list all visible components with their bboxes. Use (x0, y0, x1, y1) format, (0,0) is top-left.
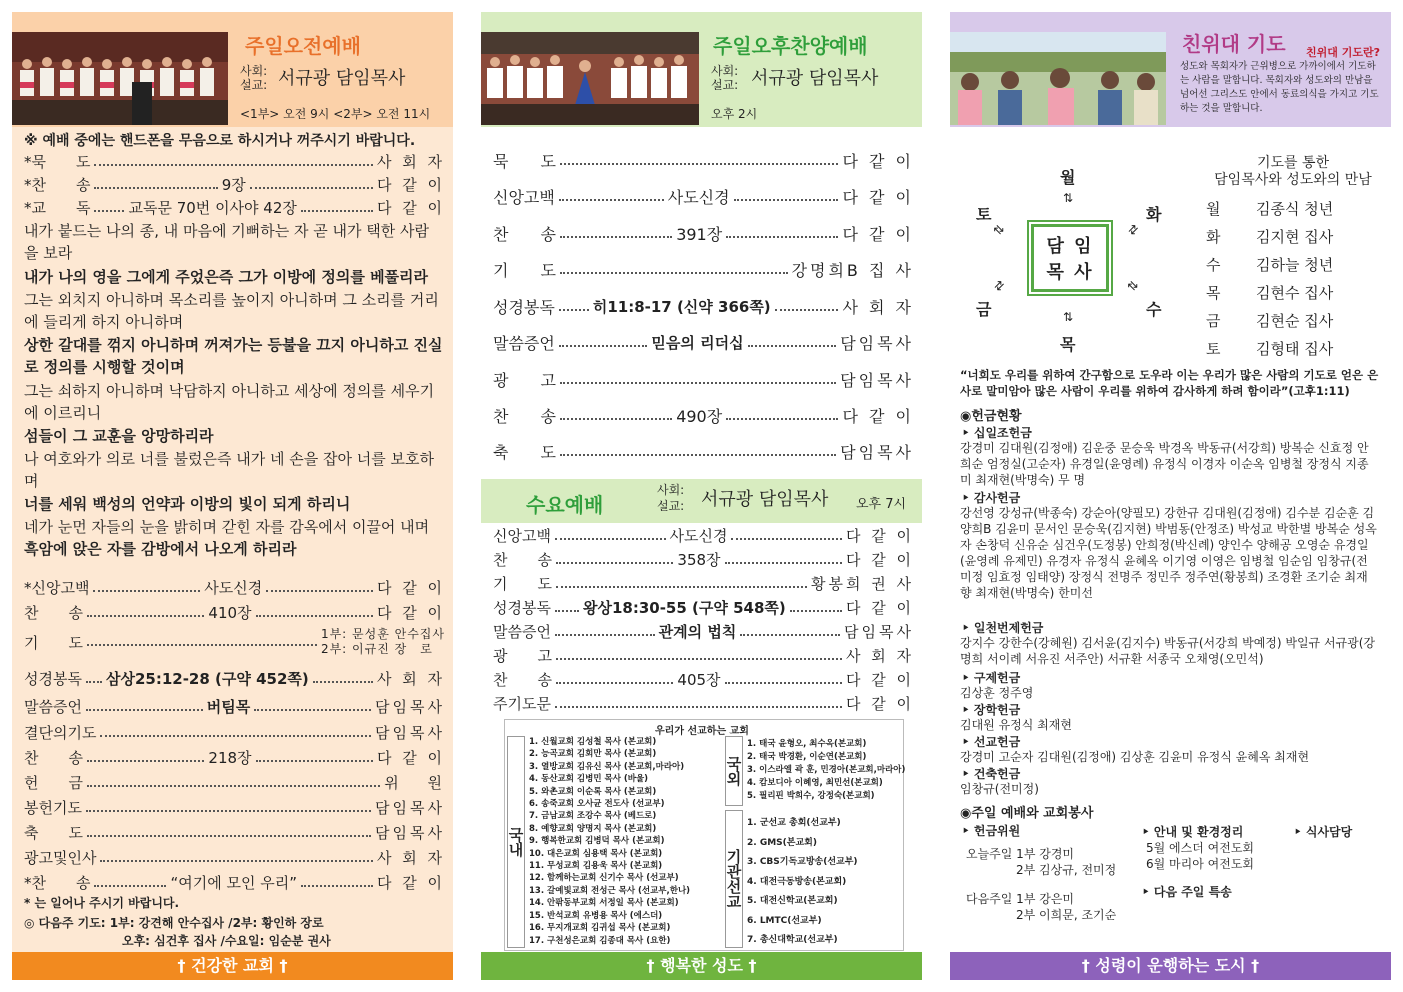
morning-header (12, 12, 453, 127)
schedule-day: 수 (1206, 256, 1221, 274)
guide-june: 6월 마리아 여전도회 (1146, 857, 1255, 871)
order-row: 축 도 담임목사 (24, 824, 445, 842)
special-song-heading: ‣ 다음 주일 특송 (1142, 885, 1232, 899)
responsive-reading: 그는 외치지 아니하며 목소리를 높이지 아니하며 그 소리를 거리에 들리게 하지 아니하며 (24, 291, 439, 331)
offering-committee-heading: ‣ 헌금위원 (962, 824, 1021, 838)
tithe-names: 강경미 김대원(김정애) 김운중 문승욱 박경옥 박동규(서강희) 방복순 신효정 안희순 엄정실(고순자) 유경일(윤영례) 유정식 이경자 이순옥 임병철 장정식 지종미 최재현(박명숙) 무 명 (960, 441, 1369, 487)
scholar-names: 김대원 유정식 최재현 (960, 718, 1072, 732)
order-row: 묵 도 다 같 이 (493, 152, 914, 171)
schedule-day: 화 (1206, 228, 1221, 246)
domestic-church-item: 4. 동산교회 김병민 목사 (바울) (529, 774, 649, 785)
order-row: *교 독 교독문 70번 이사야 42장 다 같 이 (24, 199, 445, 217)
order-row: 축 도 담임목사 (493, 443, 914, 462)
week-diagram (970, 147, 1170, 354)
prayer-header (950, 12, 1391, 127)
order-row: 광 고 사 회 자 (493, 647, 914, 665)
morning-order (12, 127, 453, 952)
committee-today: 오늘주일 1부 강경미 (966, 847, 1075, 861)
service-title: ◉주일 예배와 교회봉사 (960, 806, 1094, 821)
day-thu: 목 (1060, 335, 1076, 354)
agency-label: 기관선교 (725, 810, 743, 948)
schedule-day: 금 (1206, 312, 1221, 330)
domestic-church-item: 9. 행복한교회 김병덕 목사 (본교회) (529, 836, 665, 847)
domestic-church-item: 8. 예향교회 양명지 목사 (본교회) (529, 823, 657, 834)
order-row: 신앙고백 사도신경 다 같 이 (493, 188, 915, 207)
order-row: 광고및인사 사 회 자 (24, 849, 445, 867)
committee-next: 2부 이희문, 조기순 (1016, 908, 1117, 922)
afternoon-title: 주일오후찬양예배 (713, 34, 868, 58)
order-row: 찬 송 358장 다 같 이 (493, 551, 914, 569)
wednesday-title: 수요예배 (526, 493, 604, 517)
footer-banner: † 성령이 운행하는 도시 † (950, 952, 1391, 980)
first-heading: ‣ 일천번제헌금 (962, 621, 1044, 635)
schedule-row (1206, 279, 1386, 307)
pastor-name: 서규광 담임목사 (278, 68, 406, 89)
schedule-day: 목 (1206, 284, 1221, 302)
mission-table-title: 우리가 선교하는 교회 (655, 726, 749, 737)
domestic-church-item: 1. 신월교회 김성철 목사 (본교회) (529, 737, 657, 747)
domestic-church-item: 17. 구천성은교회 김종대 목사 (요한) (529, 935, 671, 946)
responsive-reading: 나 여호와가 의로 너를 불렀은즉 내가 네 손을 잡아 너를 보호하며 (24, 450, 434, 490)
day-mon: 월 (1060, 168, 1076, 187)
schedule-row (1206, 251, 1386, 279)
next-prayer: 오후: 심건후 집사 /수요일: 임순분 권사 (122, 934, 331, 948)
guide-may: 5월 에스더 여전도회 (1146, 841, 1255, 855)
thanks-names: 강선영 강성규(박종숙) 강순아(양필모) 강한규 김대원(김정애) 김수분 김순훈 김양희B 김윤미 문서인 문승욱(김지현) 박범동(안정조) 박성교 박한별 방복순 성옥자 손창덕 신유순 심건우(도정봉) 안희정(박신례) 양인수 양해공 오영순 유경일(윤영례 유제민) 유경자 유정식 윤혜옥 이기영 이영은 임병철 임순임 임창규(전미정 임효정 임태양) 장정식 전명주 정민주 정주연(황봉희) 조경환 조기순 최재향 최재현(박명숙) 한미선 (960, 506, 1377, 600)
day-fri: 금 (976, 300, 992, 319)
meeting-caption (1198, 155, 1388, 189)
schedule-person: 김형태 집사 (1256, 340, 1334, 358)
domestic-label: 국내 (507, 736, 525, 948)
order-row: 기 도 강명희B 집 사 (493, 261, 914, 280)
senior-pastor-box (1031, 224, 1109, 292)
meeting-line: 담임목사와 성도와의 만남 (1214, 172, 1372, 188)
domestic-church-item: 12. 함께하는교회 신기수 목사 (선교부) (529, 873, 679, 884)
prayer-panel (950, 12, 1391, 980)
order-row: 찬 송 405장 다 같 이 (493, 671, 914, 689)
bible-verse: “너희도 우리를 위하여 간구함으로 도우라 이는 우리가 많은 사람의 기도로 얻은 은사로 말미암아 많은 사람이 우리를 위하여 감사하게 하려 함이라”(고후1:11) (960, 368, 1379, 398)
agency-mission-item: 4. 대전극동방송(본교회) (747, 876, 847, 887)
domestic-list (529, 736, 725, 947)
center-label: 목 사 (1046, 262, 1094, 283)
order-row: 찬 송 410장 다 같 이 (24, 604, 445, 622)
prayer-title: 친위대 기도 (1182, 32, 1286, 56)
service-times: <1부> 오전 9시 <2부> 오전 11시 (240, 107, 431, 121)
order-row: *찬 송 9장 다 같 이 (24, 176, 446, 194)
order-row: 헌 금 위 원 (24, 774, 445, 792)
agency-mission-item: 5. 대전신학교(본교회) (747, 896, 838, 906)
foreign-label: 국외 (725, 736, 743, 806)
order-row: 광 고 담임목사 (493, 371, 914, 390)
build-names: 임창규(전미정) (960, 782, 1039, 796)
center-label: 담 임 (1046, 236, 1094, 257)
agency-mission-item: 7. 총신대학교(선교부) (747, 935, 838, 945)
domestic-church-item: 3. 열방교회 김유신 목사 (본교회,마라아) (529, 761, 685, 772)
first-names: 강지수 강한수(강혜원) 김서윤(김지수) 박동규(서강희 박예정) 박일규 서규광(강명희 서이례 서유진 서주안) 서규환 서종국 오채영(오민석) (960, 636, 1376, 666)
agency-mission-item: 3. CBS기독교방송(선교부) (747, 857, 858, 867)
order-row: *신앙고백 사도신경 다 같 이 (24, 579, 446, 597)
footer-banner: † 행복한 성도 † (481, 952, 922, 980)
afternoon-header (481, 12, 922, 127)
committee-next: 다음주일 1부 강은미 (966, 892, 1075, 906)
schedule-person: 김하늘 청년 (1256, 256, 1334, 274)
arrow-icon: ⇅ (990, 221, 1008, 239)
prayer-body (950, 127, 1391, 952)
order-row: 말씀증언 버팀목 담임목사 (24, 698, 446, 716)
next-prayer: ◎ 다음주 기도: 1부: 강견해 안수집사 /2부: 황인하 장로 (24, 916, 324, 930)
prayer-description: 성도와 목회자가 근위병으로 가까이에서 기도하는 사람을 말합니다. 목회자와 성도와의 만남을 넘어선 그리스도 안에서 동료의식을 가지고 기도하는 것을 말합니다. (1180, 61, 1379, 114)
schedule-row (1206, 223, 1386, 251)
order-row: 기 도 1부: 문성훈 안수집사 2부: 이규진 장 로 (24, 627, 445, 656)
footer-banner: † 건강한 교회 † (12, 952, 453, 980)
order-row: 찬 송 490장 다 같 이 (493, 407, 914, 426)
service-time: 오후 7시 (856, 497, 907, 512)
day-sat: 토 (976, 205, 992, 224)
host-label: 사회: (240, 64, 268, 78)
stand-note: * 는 일어나 주시기 바랍니다. (24, 896, 180, 910)
responsive-reading: 내가 나의 영을 그에게 주었은즉 그가 이방에 정의를 베풀리라 (24, 268, 429, 286)
guide-heading: ‣ 안내 및 환경정리 (1142, 825, 1244, 839)
domestic-church-item: 7. 금남교회 조강수 목사 (베드로) (529, 811, 657, 822)
relief-heading: ‣ 구제헌금 (962, 671, 1021, 685)
foreign-list (747, 738, 906, 803)
thanks-heading: ‣ 감사헌금 (962, 491, 1021, 505)
schedule-person: 김지현 집사 (1256, 228, 1334, 246)
tithe-heading: ‣ 십일조헌금 (962, 426, 1032, 440)
schedule-person: 김현수 집사 (1256, 284, 1334, 302)
arrow-icon: ⇅ (1124, 277, 1142, 295)
arrow-icon: ⇅ (1063, 191, 1074, 205)
domestic-church-item: 2. 능곡교회 김회만 목사 (본교회) (529, 749, 657, 760)
order-row: 성경봉독 히11:8-17 (신약 366쪽) 사 회 자 (493, 298, 914, 317)
foreign-mission-item: 4. 캄보디아 이혜영, 최민선(본교회) (747, 778, 883, 788)
phone-notice: ※ 예배 중에는 핸드폰을 무음으로 하시거나 꺼주시기 바랍니다. (24, 133, 416, 149)
domestic-church-item: 14. 안팎동부교회 서정일 목사 (본교회) (529, 898, 679, 909)
domestic-church-item: 11. 무성교회 김용욱 목사 (본교회) (529, 861, 663, 872)
offering-title: ◉헌금현황 (960, 409, 1022, 424)
domestic-church-item: 10. 대은교회 심용택 목사 (본교회) (529, 848, 663, 859)
order-row: 말씀증언 관계의 법칙 담임목사 (493, 623, 914, 641)
order-row: 신앙고백 사도신경 다 같 이 (493, 527, 915, 545)
order-row: 기 도 황봉희 권 사 (493, 575, 914, 593)
preacher-label: 설교: (240, 78, 268, 92)
schedule-row (1206, 195, 1386, 223)
order-row: 결단의기도 담임목사 (24, 724, 445, 742)
agency-mission-item: 1. 군선교 총회(선교부) (747, 818, 841, 828)
wednesday-header (481, 479, 922, 523)
foreign-mission-item: 3. 이스라엘 곽 훈, 민경아(본교회,마라아) (747, 765, 906, 775)
agency-list (747, 814, 903, 951)
prayer-question: 친위대 기도란? (1306, 46, 1380, 59)
afternoon-order (481, 127, 922, 952)
domestic-church-item: 15. 반석교회 유병용 목사 (에스더) (529, 910, 663, 921)
order-row: 주기도문 다 같 이 (493, 695, 914, 713)
agency-mission-item: 6. LMTC(선교부) (747, 915, 822, 926)
arrow-icon: ⇅ (1124, 221, 1142, 239)
prayer-schedule (1206, 195, 1386, 363)
build-heading: ‣ 건축헌금 (962, 767, 1021, 781)
schedule-person: 김현순 집사 (1256, 312, 1334, 330)
arrow-icon: ⇅ (990, 277, 1008, 295)
day-wed: 수 (1146, 300, 1162, 319)
choir-photo (481, 32, 699, 125)
order-row: *찬 송 “여기에 모인 우리” 다 같 이 (24, 874, 446, 892)
day-tue: 화 (1146, 205, 1162, 224)
prayer-photo (950, 32, 1166, 125)
domestic-church-item: 6. 송죽교회 오사균 전도사 (선교부) (529, 799, 665, 810)
responsive-reading: 그는 쇠하지 아니하며 낙담하지 아니하고 세상에 정의를 세우기에 이르리니 (24, 382, 435, 422)
host-label: 사회: (711, 64, 739, 78)
foreign-mission-item: 2. 태국 박경환, 이순연(본교회) (747, 752, 867, 762)
pastor-name: 서규광 담임목사 (751, 68, 879, 89)
order-row: 찬 송 391장 다 같 이 (493, 225, 914, 244)
order-row: *묵 도 사 회 자 (24, 153, 445, 171)
domestic-church-item: 16. 무지개교회 김귀섭 목사 (본교회) (529, 923, 671, 934)
schedule-person: 김종식 청년 (1256, 200, 1334, 218)
order-row: 성경봉독 삼상25:12-28 (구약 452쪽) 사 회 자 (24, 670, 445, 688)
schedule-day: 토 (1206, 340, 1221, 358)
service-time: 오후 2시 (711, 107, 758, 121)
afternoon-worship-panel (481, 12, 922, 980)
arrow-icon: ⇅ (1063, 310, 1074, 324)
host-label: 사회: (657, 483, 685, 497)
schedule-row (1206, 335, 1386, 363)
mission-heading: ‣ 선교헌금 (962, 735, 1021, 749)
responsive-reading: 네가 눈먼 자들의 눈을 밝히며 갇힌 자를 감옥에서 이끌어 내며 (24, 518, 430, 536)
meeting-line: 기도를 통한 (1256, 155, 1330, 171)
preacher-label: 설교: (657, 499, 685, 513)
order-row: 봉헌기도 담임목사 (24, 799, 445, 817)
responsive-reading: 내가 붙드는 나의 종, 내 마음에 기뻐하는 자 곧 내가 택한 사람을 보라 (24, 222, 429, 262)
morning-worship-panel (12, 12, 453, 980)
foreign-mission-item: 1. 태국 윤형오, 최수옥(본교회) (747, 739, 867, 749)
mission-names: 강경미 고순자 김대원(김정애) 김상훈 김윤미 유정식 윤혜옥 최재현 (960, 750, 1310, 764)
scholar-heading: ‣ 장학헌금 (962, 703, 1021, 717)
mission-table (504, 719, 904, 951)
responsive-reading: 상한 갈대를 꺾지 아니하며 꺼져가는 등불을 끄지 아니하고 진실로 정의를 시행할 것이며 (24, 336, 443, 376)
agency-mission-item: 2. GMS(본교회) (747, 837, 817, 848)
choir-photo (12, 32, 228, 125)
morning-title: 주일오전예배 (245, 34, 361, 58)
order-row: 말씀증언 믿음의 리더십 담임목사 (493, 334, 915, 353)
domestic-church-item: 5. 와촌교회 이순록 목사 (본교회) (529, 786, 657, 797)
order-row: 찬 송 218장 다 같 이 (24, 749, 445, 767)
responsive-reading: 섬들이 그 교훈을 앙망하리라 (24, 427, 214, 445)
relief-names: 김상훈 정주영 (960, 686, 1034, 700)
responsive-reading: 너를 세워 백성의 언약과 이방의 빛이 되게 하리니 (24, 495, 351, 513)
preacher-label: 설교: (711, 78, 739, 92)
committee-today: 2부 김상규, 전미정 (1016, 863, 1117, 877)
domestic-church-item: 13. 갈예빛교회 전성근 목사 (선교부,한나) (529, 885, 691, 896)
pastor-name: 서규광 담임목사 (701, 489, 829, 510)
order-row: 성경봉독 왕상18:30-55 (구약 548쪽) 다 같 이 (493, 599, 914, 617)
responsive-reading: 흑암에 앉은 자를 감방에서 나오게 하리라 (24, 540, 297, 558)
schedule-day: 월 (1206, 200, 1221, 218)
schedule-row (1206, 307, 1386, 335)
foreign-mission-item: 5. 필리핀 박희수, 강정숙(본교회) (747, 791, 875, 801)
meal-heading: ‣ 식사담당 (1294, 825, 1353, 839)
